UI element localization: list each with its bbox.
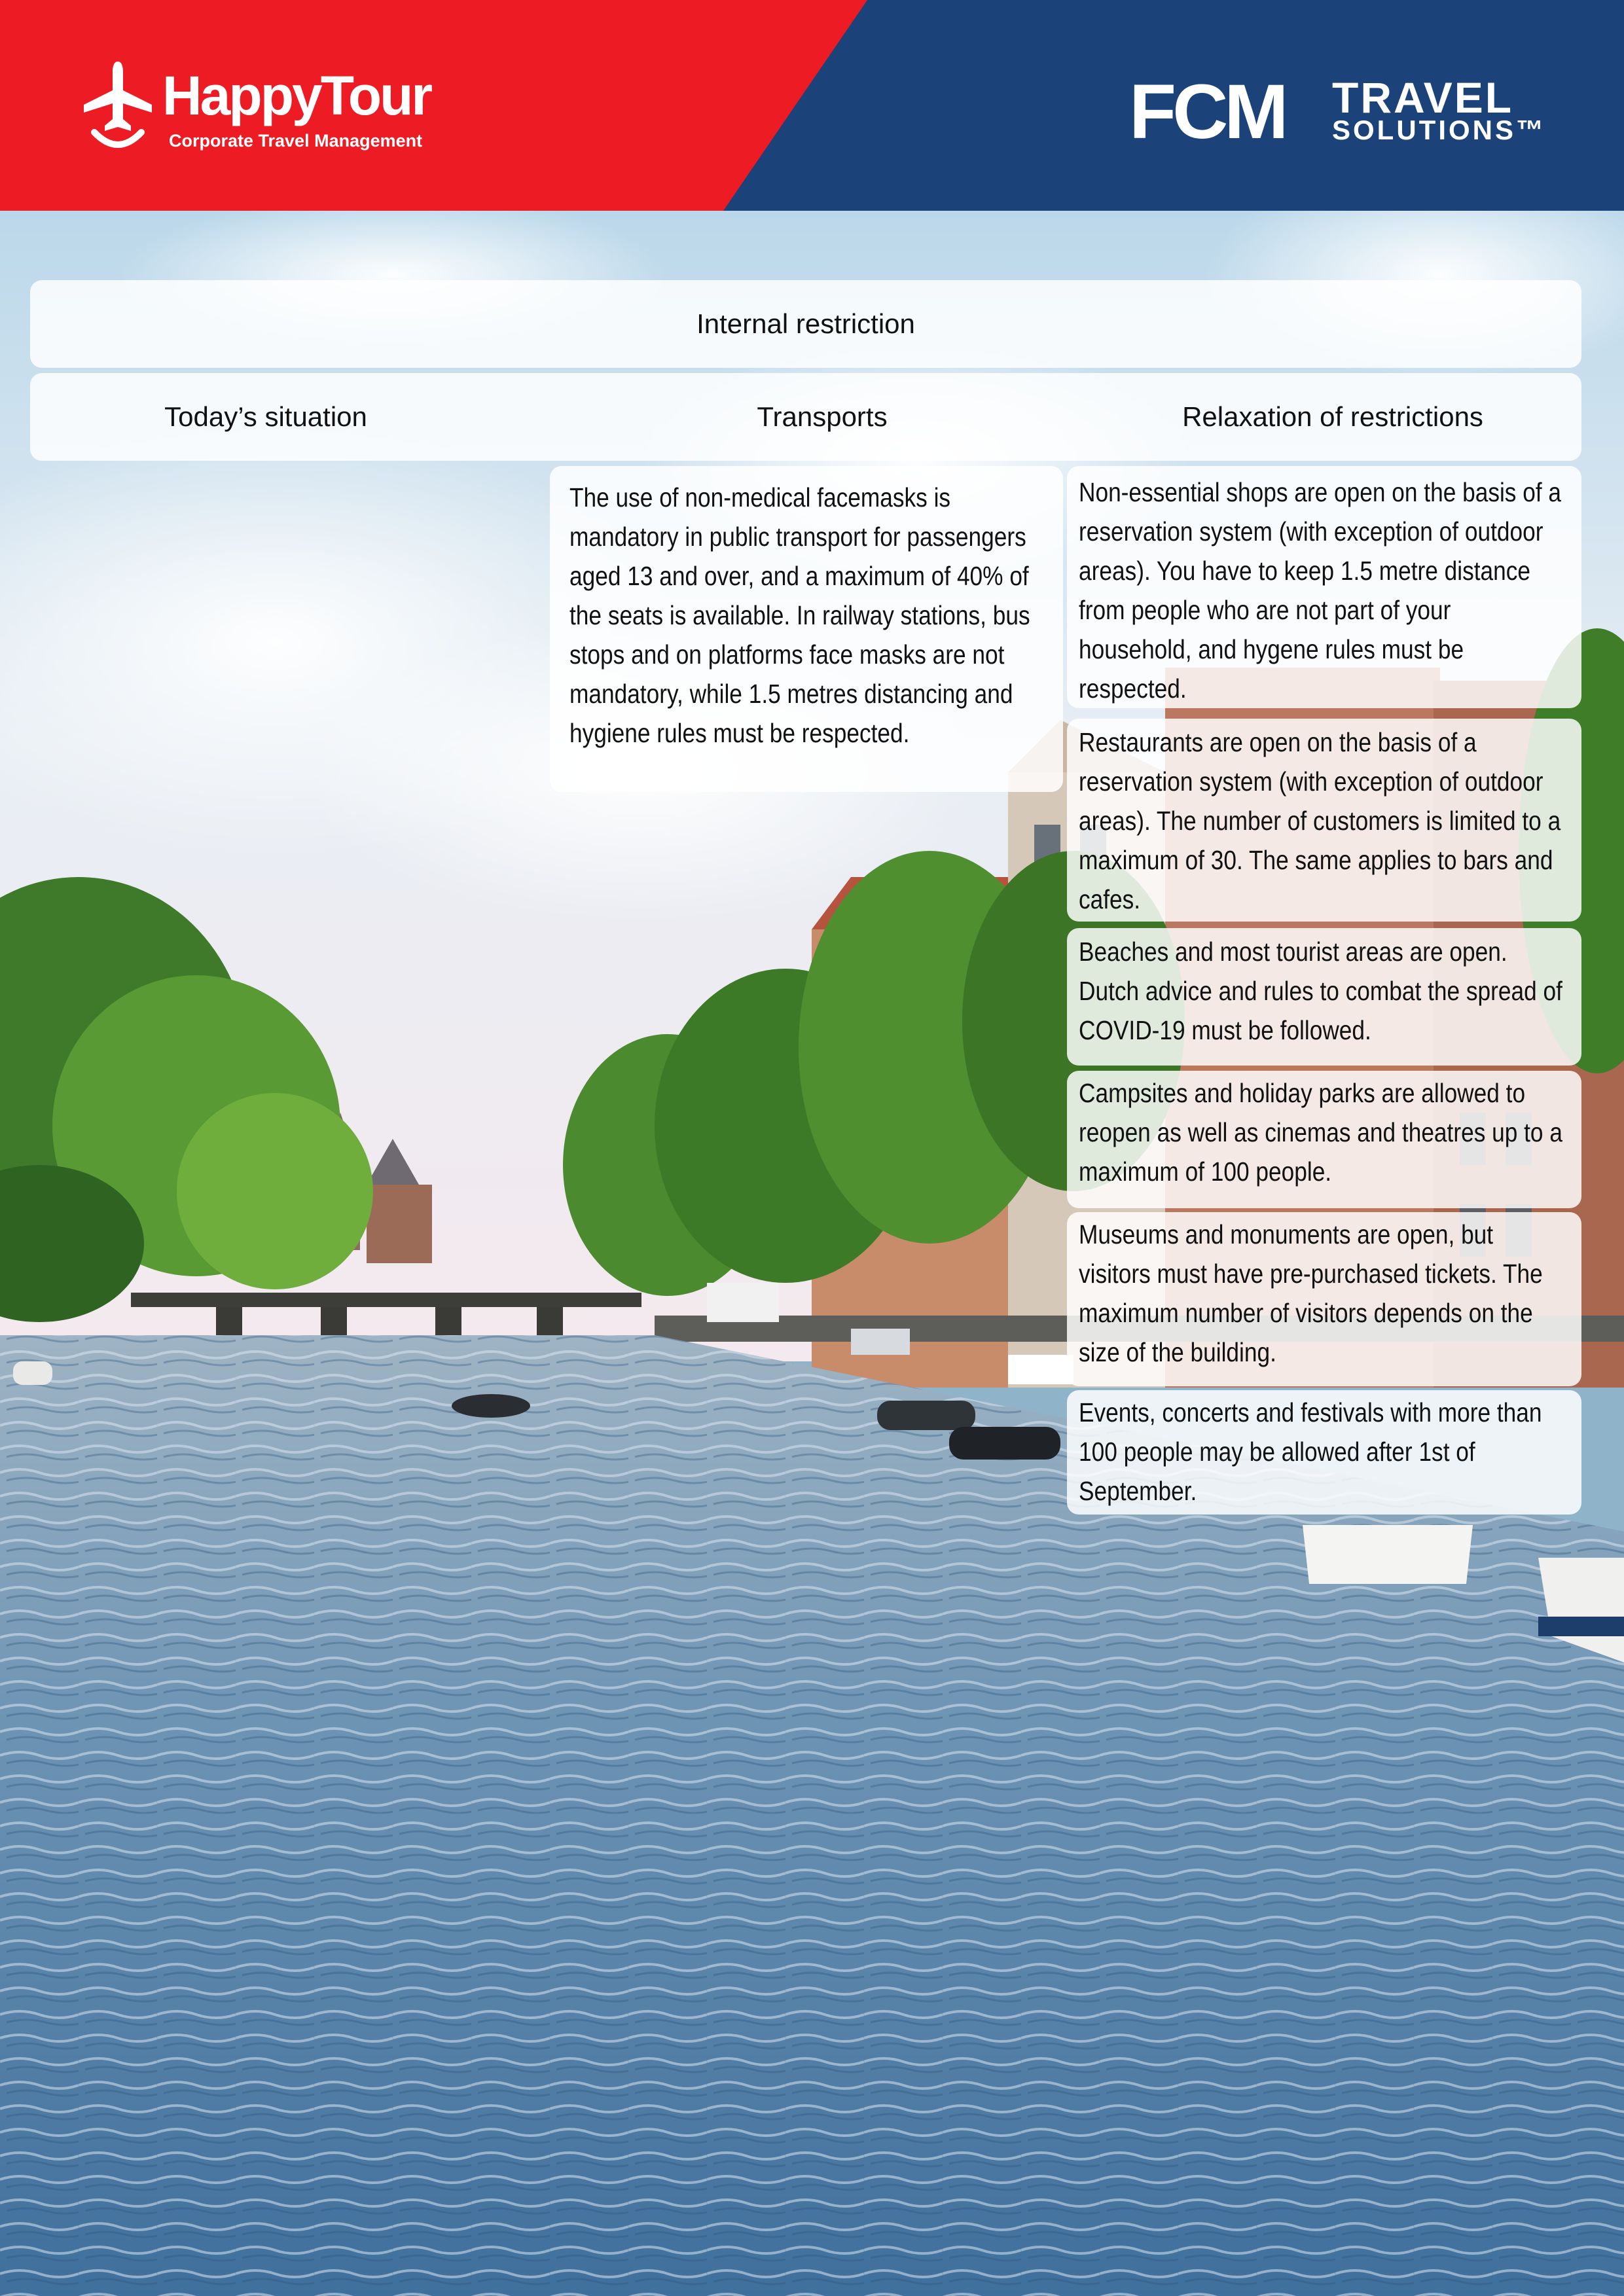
fcm-travel-solutions-logo bbox=[1129, 69, 1548, 155]
relaxation-item: Campsites and holiday parks are allowed to reopen as well as cinemas and theatres up to a maximum of 100 people. bbox=[1079, 1078, 1562, 1187]
transports-text: The use of non-medical facemasks is mandatory in public transport for passengers aged 13 and over, and a maximum of 40% of the seats is available. In railway stations, bus stops and on platforms face masks are not mandatory, while 1.5 metres distancing and hygiene rules must be respected. bbox=[569, 482, 1030, 748]
fcm-travel-word: TRAVEL bbox=[1332, 73, 1514, 122]
relaxation-item: Non-essential shops are open on the basis of a reservation system (with exception of outdoor areas). You have to keep 1.5 metre distance from people who are not part of your household, and hygene rules must be respected. bbox=[1079, 477, 1562, 704]
column-header-todays-situation: Today’s situation bbox=[164, 401, 367, 432]
airplane-icon bbox=[79, 59, 157, 151]
fcm-mark: FCM bbox=[1129, 69, 1285, 155]
happytour-name: HappyTour bbox=[162, 65, 431, 126]
relaxation-cell bbox=[1067, 1212, 1581, 1386]
relaxation-cell bbox=[1067, 1390, 1581, 1515]
relaxation-cell bbox=[1067, 719, 1581, 922]
relaxation-cell bbox=[1067, 1071, 1581, 1208]
relaxation-cell bbox=[1067, 466, 1581, 708]
fcm-solutions-word: SOLUTIONS™ bbox=[1332, 115, 1547, 145]
table-title: Internal restriction bbox=[696, 308, 915, 339]
column-header-transports: Transports bbox=[757, 401, 888, 432]
relaxation-item: Events, concerts and festivals with more than 100 people may be allowed after 1st of September. bbox=[1079, 1397, 1542, 1506]
transports-cell bbox=[550, 466, 1063, 792]
relaxation-item: Beaches and most tourist areas are open. Dutch advice and rules to combat the spread of COVID-19 must be followed. bbox=[1079, 937, 1562, 1045]
relaxation-item: Museums and monuments are open, but visitors must have pre-purchased tickets. The maximum number of visitors depends on the size of the building. bbox=[1079, 1219, 1543, 1367]
table-header-row bbox=[30, 373, 1581, 461]
relaxation-cell bbox=[1067, 928, 1581, 1066]
relaxation-item: Restaurants are open on the basis of a reservation system (with exception of outdoor areas). The number of customers is limited to a maximum of 30. The same applies to bars and cafes. bbox=[1079, 727, 1561, 914]
column-header-relaxation: Relaxation of restrictions bbox=[1182, 401, 1483, 432]
table-title-row bbox=[30, 280, 1581, 368]
happytour-logo bbox=[79, 59, 445, 157]
happytour-tagline: Corporate Travel Management bbox=[169, 131, 423, 151]
header-banner bbox=[0, 0, 1624, 211]
